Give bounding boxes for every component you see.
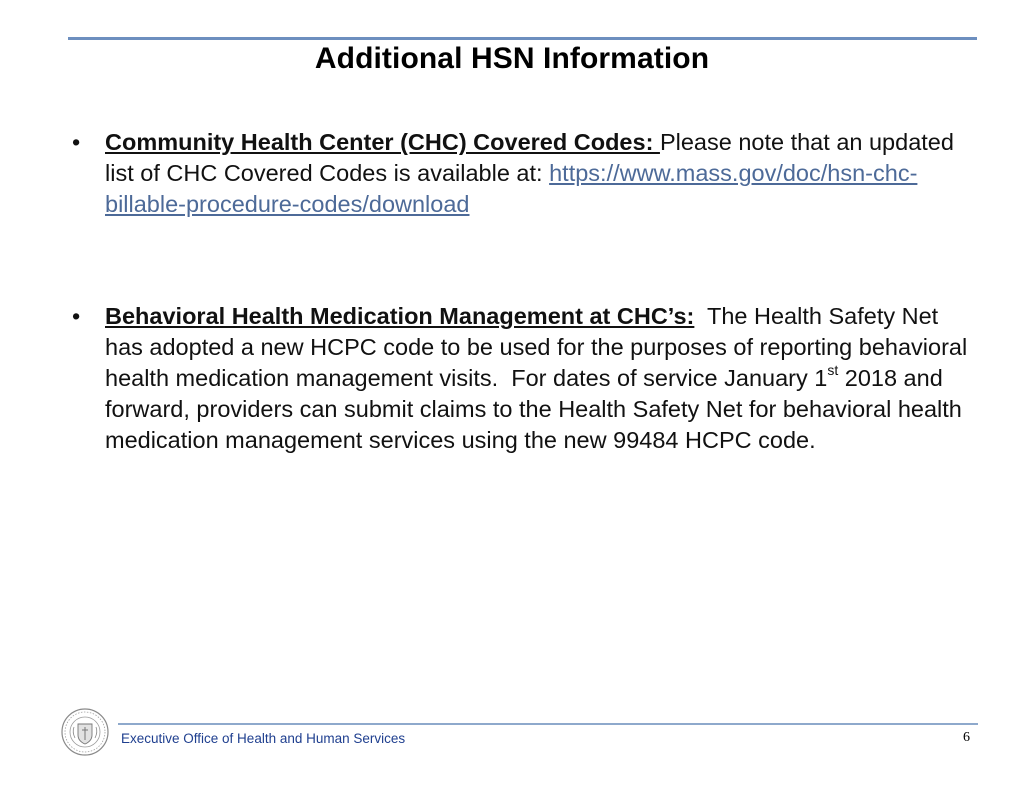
bullet-dot: • bbox=[72, 303, 81, 329]
bullet-text: The Health Safety Net has adopted a new HCPC code to be used for the purposes of reporting behavioral health medication management visits. For dates of service January 1 bbox=[105, 303, 974, 391]
footer-organization: Executive Office of Health and Human Services bbox=[121, 731, 406, 746]
bullet-heading: Community Health Center (CHC) Covered Codes: bbox=[105, 129, 660, 155]
bullet-dot: • bbox=[72, 129, 81, 155]
bullet-heading: Behavioral Health Medication Management at CHC’s: bbox=[105, 303, 695, 329]
bullet-text-continued: 2018 and forward, providers can submit claims to the Health Safety Net for behavioral health medication management services using the new 99484 HCPC code. bbox=[105, 365, 962, 453]
bullet-list bbox=[72, 127, 972, 456]
ordinal-superscript: st bbox=[827, 362, 839, 379]
bullet-item-chc-covered-codes bbox=[72, 127, 972, 220]
massachusetts-state-seal-icon bbox=[60, 707, 110, 757]
bullet-item-medication-management bbox=[72, 301, 972, 456]
bullet-text: Please note that an updated list of CHC Covered Codes is available at: bbox=[105, 129, 954, 186]
slide-title: Additional HSN Information bbox=[314, 42, 710, 75]
codes-download-link[interactable]: https://www.mass.gov/doc/hsn-chc-billable-procedure-codes/download bbox=[105, 160, 918, 217]
top-divider bbox=[68, 37, 977, 40]
page-number: 6 bbox=[963, 730, 970, 745]
footer-divider bbox=[118, 723, 978, 725]
